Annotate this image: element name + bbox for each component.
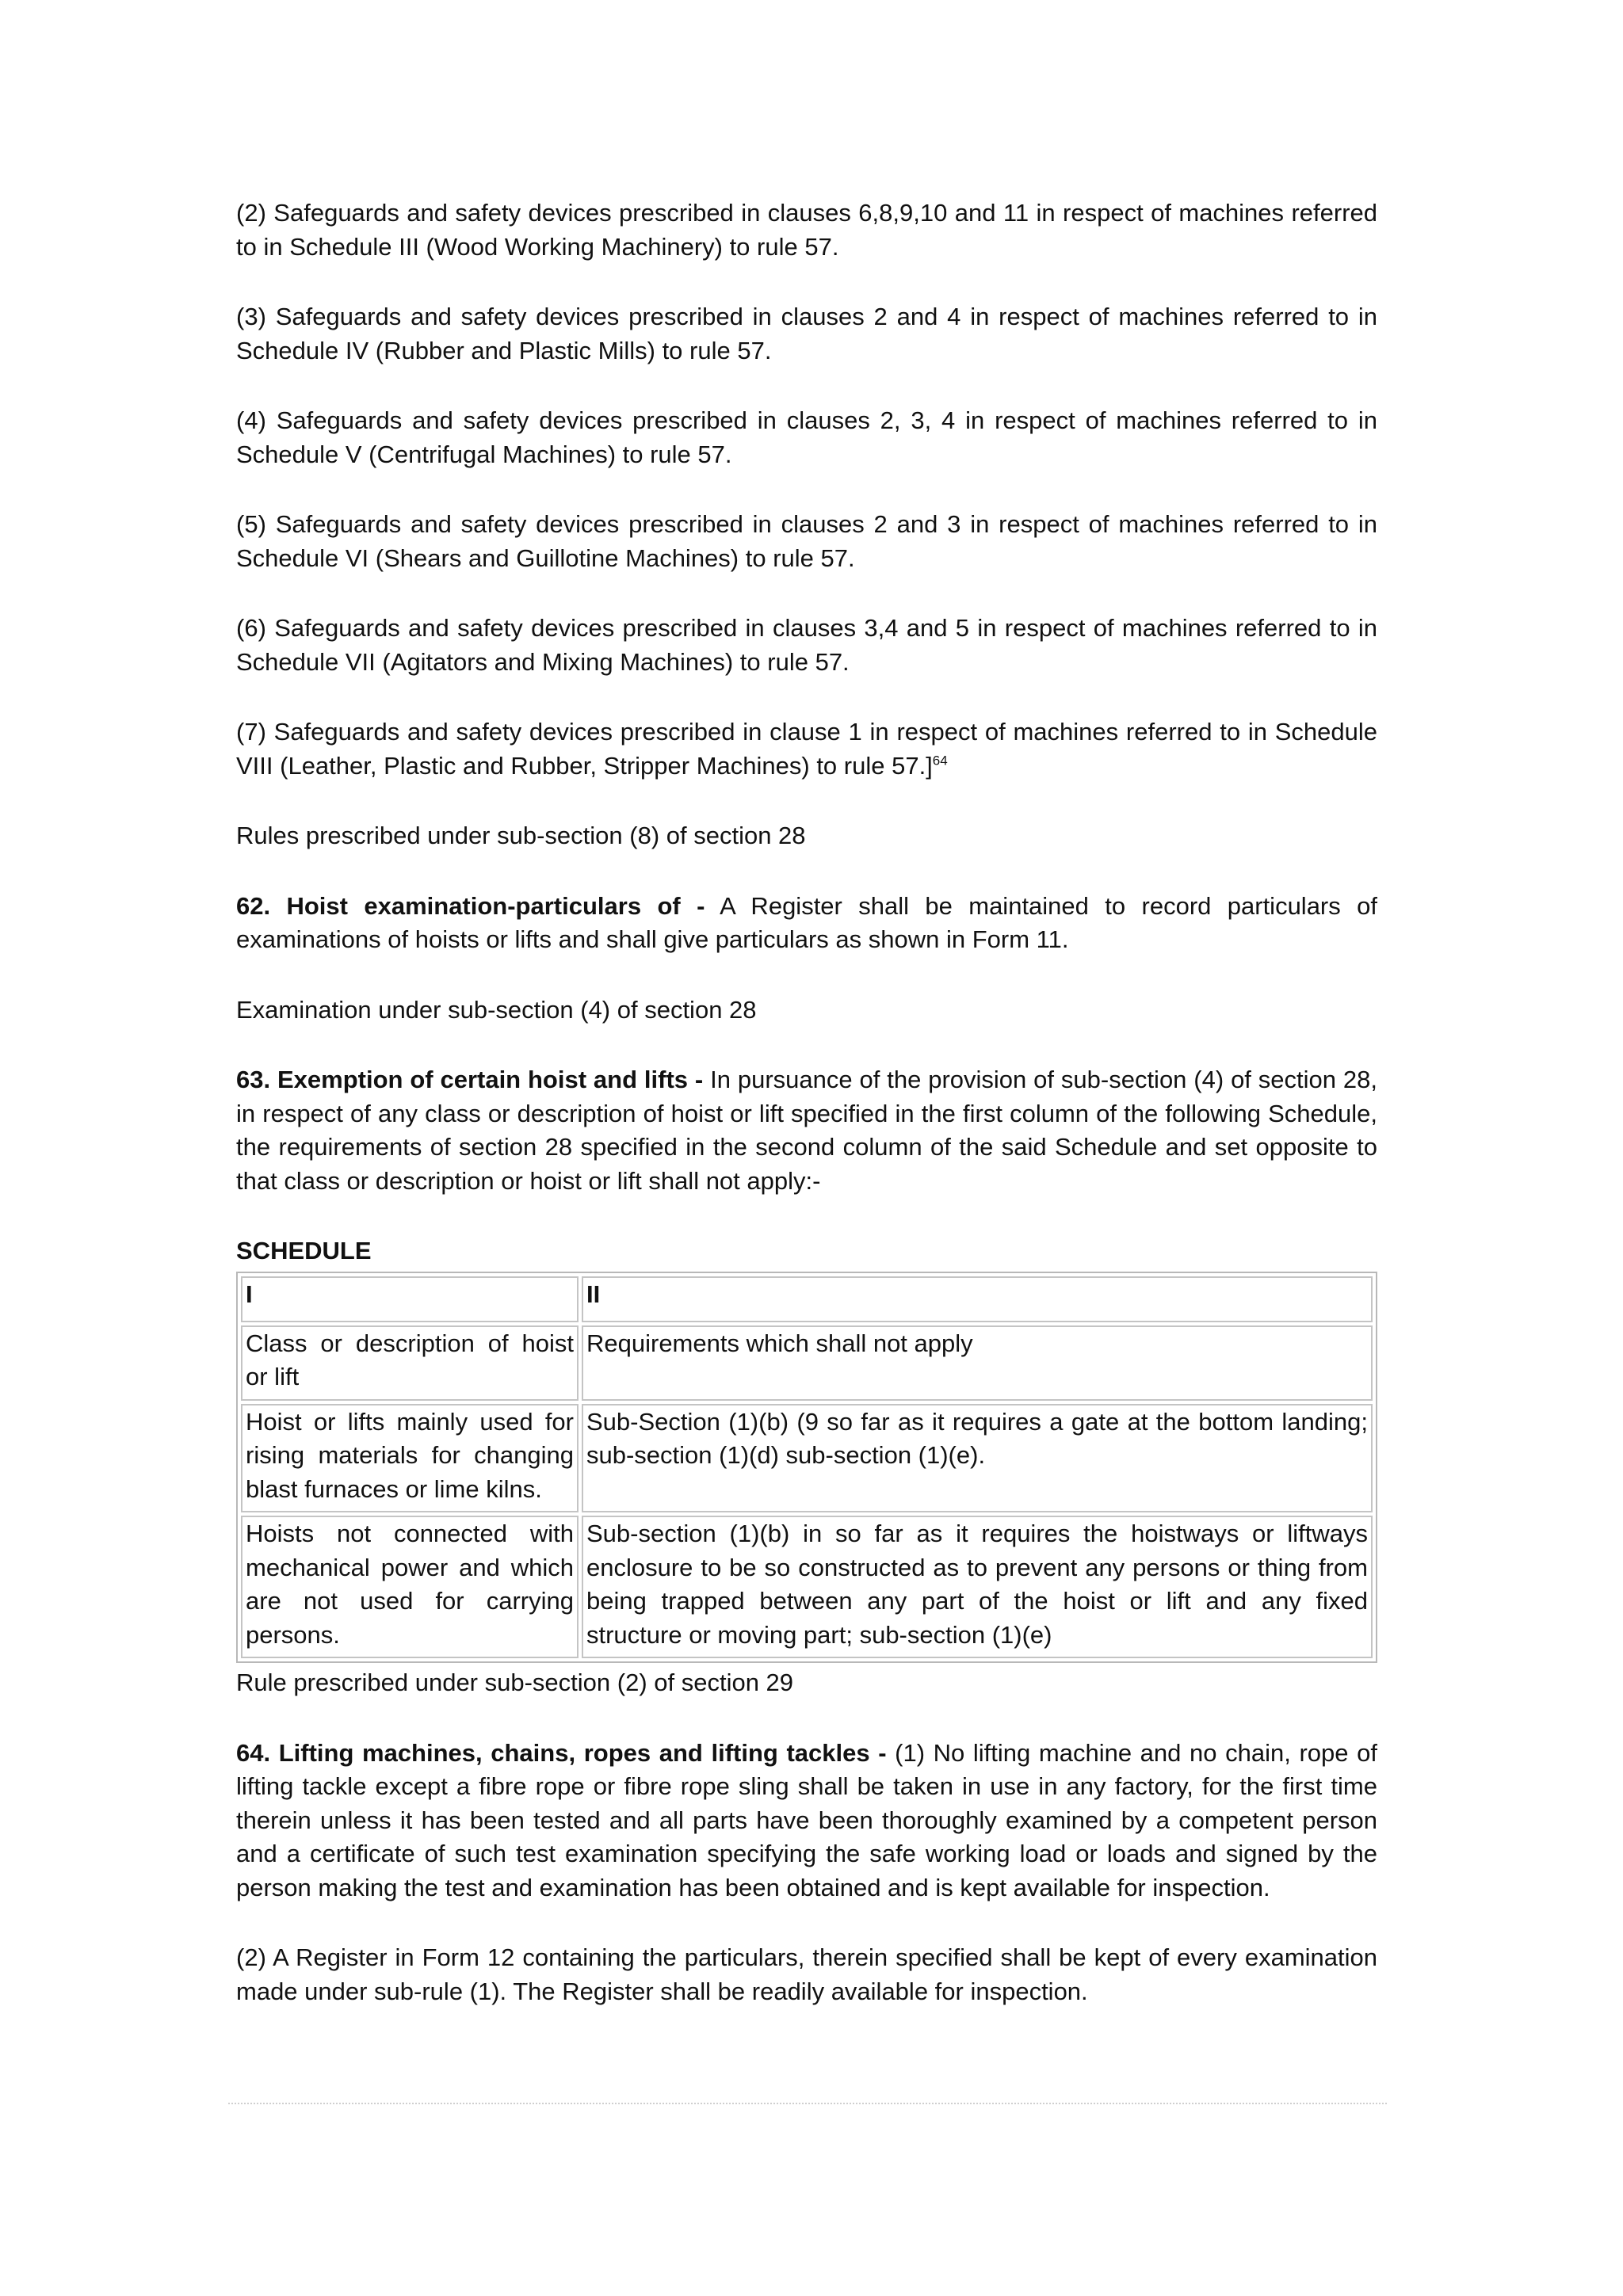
table-cell: Hoists not connected with mechanical power and which are not used for carrying persons. (241, 1516, 579, 1658)
heading-exam-section-28-4: Examination under sub-section (4) of section 28 (236, 995, 757, 1024)
table-row (241, 1404, 1373, 1513)
rule-64-body: (1) No lifting machine and no chain, rope of lifting tackle except a fibre rope or fibre rope sling shall be taken in use in any factory, for the first time therein unless it has been tested and all parts have been thoroughly examined by a competent person and a certificate of such test examination specifying the safe working load or loads and signed by the person making the test and examination has been obtained and is kept available for inspection. (236, 1738, 1377, 1901)
rule-62-title: 62. Hoist examination-particulars of - (236, 891, 705, 920)
table-cell: Class or description of hoist or lift (241, 1325, 579, 1401)
rule-63-body: In pursuance of the provision of sub-section (4) of section 28, in respect of any class or description of hoist or lift specified in the first column of the following Schedule, the requirements of section 28 specified in the second column of the said Schedule and set opposite to that class or description or hoist or lift shall not apply:- (236, 1066, 1377, 1195)
heading-rules-section-28-8: Rules prescribed under sub-section (8) of section 28 (236, 822, 806, 849)
paragraph-clause-5: (5) Safeguards and safety devices prescribed in clauses 2 and 3 in respect of machines referred to in Schedule VI (Shears and Guillotine Machines) to rule 57. (236, 510, 1377, 572)
paragraph-clause-3: (3) Safeguards and safety devices prescribed in clauses 2 and 4 in respect of machines referred to in Schedule IV (Rubber and Plastic Mills) to rule 57. (236, 303, 1377, 364)
rule-63-title: 63. Exemption of certain hoist and lifts - (236, 1066, 704, 1093)
paragraph-clause-7 (236, 715, 1377, 783)
table-cell: Sub-Section (1)(b) (9 so far as it requires a gate at the bottom landing; sub-section (1)(d) sub-section (1)(e). (582, 1404, 1373, 1513)
table-header-cell: II (582, 1276, 1373, 1322)
paragraph-clause-6: (6) Safeguards and safety devices prescribed in clauses 3,4 and 5 in respect of machines referred to in Schedule VII (Agitators and Mixing Machines) to rule 57. (236, 614, 1377, 676)
paragraph-clause-2: (2) Safeguards and safety devices prescribed in clauses 6,8,9,10 and 11 in respect of machines referred to in Schedule III (Wood Working Machinery) to rule 57. (236, 199, 1377, 261)
rule-64-subrule-2: (2) A Register in Form 12 containing the particulars, therein specified shall be kept of every examination made under sub-rule (1). The Register shall be readily available for inspection. (236, 1943, 1377, 2005)
paragraph-clause-4: (4) Safeguards and safety devices prescribed in clauses 2, 3, 4 in respect of machines referred to in Schedule V (Centrifugal Machines) to rule 57. (236, 406, 1377, 468)
footnote-marker: 64 (932, 753, 948, 769)
rule-64-title: 64. Lifting machines, chains, ropes and lifting tackles - (236, 1738, 887, 1767)
table-header-row (241, 1276, 1373, 1322)
table-cell: Requirements which shall not apply (582, 1325, 1373, 1401)
table-cell: Hoist or lifts mainly used for rising materials for changing blast furnaces or lime kilns. (241, 1404, 579, 1513)
schedule-table (236, 1272, 1377, 1664)
paragraph-clause-7-text: (7) Safeguards and safety devices prescribed in clause 1 in respect of machines referred to in Schedule VIII (Leather, Plastic and Rubber, Stripper Machines) to rule 57.] (236, 718, 1377, 780)
table-header-cell: I (241, 1276, 579, 1322)
rule-62 (236, 890, 1377, 957)
page-divider (228, 2103, 1387, 2104)
table-row (241, 1325, 1373, 1401)
schedule-title: SCHEDULE (236, 1237, 372, 1264)
rule-63 (236, 1063, 1377, 1198)
table-row (241, 1516, 1373, 1658)
heading-rule-section-29-2: Rule prescribed under sub-section (2) of section 29 (236, 1669, 794, 1696)
table-cell: Sub-section (1)(b) in so far as it requires the hoistways or liftways enclosure to be so constructed as to prevent any persons or thing from being trapped between any part of the hoist or lift and any fixed structure or moving part; sub-section (1)(e) (582, 1516, 1373, 1658)
rule-62-body: A Register shall be maintained to record particulars of examinations of hoists or lifts and shall give particulars as shown in Form 11. (236, 891, 1377, 953)
rule-64 (236, 1737, 1377, 1905)
document-page (236, 196, 1377, 2008)
